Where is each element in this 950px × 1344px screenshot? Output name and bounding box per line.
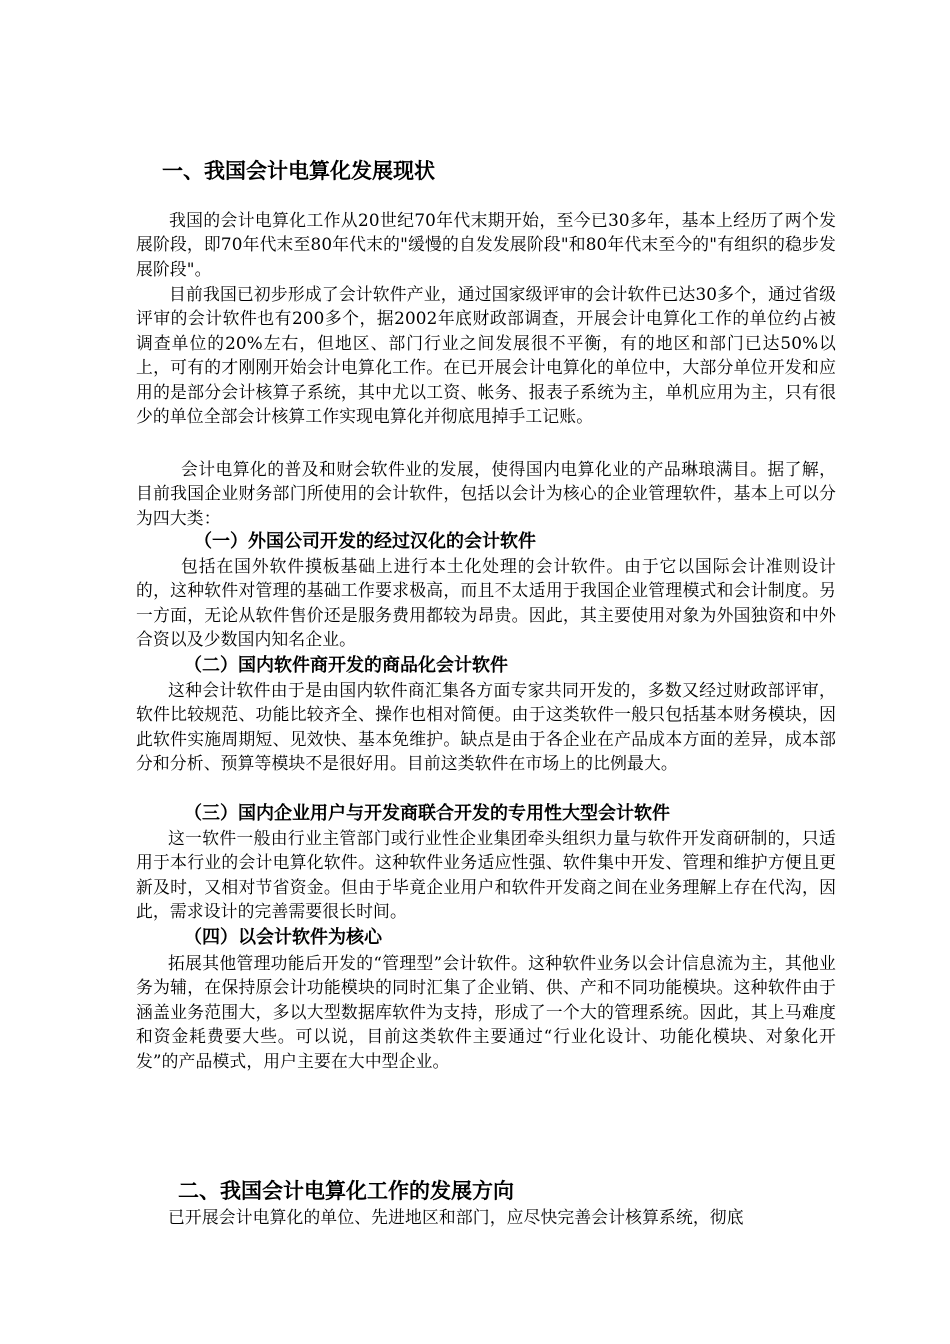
- section-1-heading: 一、我国会计电算化发展现状: [162, 159, 435, 183]
- subsection-4-text: 拓展其他管理功能后开发的“管理型”会计软件。这种软件业务以会计信息流为主，其他业务为辅，在保持原会计功能模块的同时汇集了企业销、供、产和不同功能模块。这种软件由于涵盖业务范围大，多以大型数据库软件为支持，形成了一个大的管理系统。因此，其上马难度和资金耗费要大些。可以说，目前这类软件主要通过“行业化设计、功能化模块、对象化开发”的产品模式，用户主要在大中型企业。: [136, 953, 836, 1071]
- subsection-1-heading: （一）外国公司开发的经过汉化的会计软件: [194, 531, 536, 552]
- subsection-3-heading: （三）国内企业用户与开发商联合开发的专用性大型会计软件: [184, 803, 670, 824]
- section-2-paragraph-1: 已开展会计电算化的单位、先进地区和部门，应尽快完善会计核算系统，彻底: [168, 1207, 744, 1227]
- section-2-heading: 二、我国会计电算化工作的发展方向: [178, 1179, 514, 1203]
- section-1-paragraph-1: 我国的会计电算化工作从20世纪70年代末期开始，至今已30多年，基本上经历了两个发展阶段，即70年代末至80年代末的"缓慢的自发发展阶段"和80年代末至今的"有组织的稳步发展阶段"。: [136, 210, 836, 279]
- subsection-3-text: 这一软件一般由行业主管部门或行业性企业集团牵头组织力量与软件开发商研制的，只适用于本行业的会计电算化软件。这种软件业务适应性强、软件集中开发、管理和维护方便且更新及时，又相对节省资金。但由于毕竟企业用户和软件开发商之间在业务理解上存在代沟，因此，需求设计的完善需要很长时间。: [136, 828, 836, 922]
- subsection-2-text: 这种会计软件由于是由国内软件商汇集各方面专家共同开发的，多数又经过财政部评审，软件比较规范、功能比较齐全、操作也相对简便。由于这类软件一般只包括基本财务模块，因此软件实施周期短、见效快、基本免维护。缺点是由于各企业在产品成本方面的差异，成本部分和分析、预算等模块不是很好用。目前这类软件在市场上的比例最大。: [136, 680, 836, 774]
- subsection-4-heading: （四）以会计软件为核心: [184, 927, 382, 948]
- subsection-1-text: 包括在国外软件摸板基础上进行本土化处理的会计软件。由于它以国际会计准则设计的，这种软件对管理的基础工作要求极高，而且不太适用于我国企业管理模式和会计制度。另一方面，无论从软件售价还是服务费用都较为昂贵。因此，其主要使用对象为外国独资和中外合资以及少数国内知名企业。: [136, 556, 836, 650]
- section-1-paragraph-2: 目前我国已初步形成了会计软件产业，通过国家级评审的会计软件已达30多个，通过省级评审的会计软件也有200多个，据2002年底财政部调查，开展会计电算化工作的单位约占被调查单位的20%左右，但地区、部门行业之间发展很不平衡，有的地区和部门已达50%以上，可有的才刚刚开始会计电算化工作。在已开展会计电算化的单位中，大部分单位开发和应用的是部分会计核算子系统，其中尤以工资、帐务、报表子系统为主，单机应用为主，只有很少的单位全部会计核算工作实现电算化并彻底甩掉手工记账。: [136, 284, 836, 427]
- subsection-2-heading: （二）国内软件商开发的商品化会计软件: [184, 655, 508, 676]
- section-1-paragraph-3: 会计电算化的普及和财会软件业的发展，使得国内电算化业的产品琳琅满目。据了解，目前我国企业财务部门所使用的会计软件，包括以会计为核心的企业管理软件，基本上可以分为四大类：: [136, 459, 836, 528]
